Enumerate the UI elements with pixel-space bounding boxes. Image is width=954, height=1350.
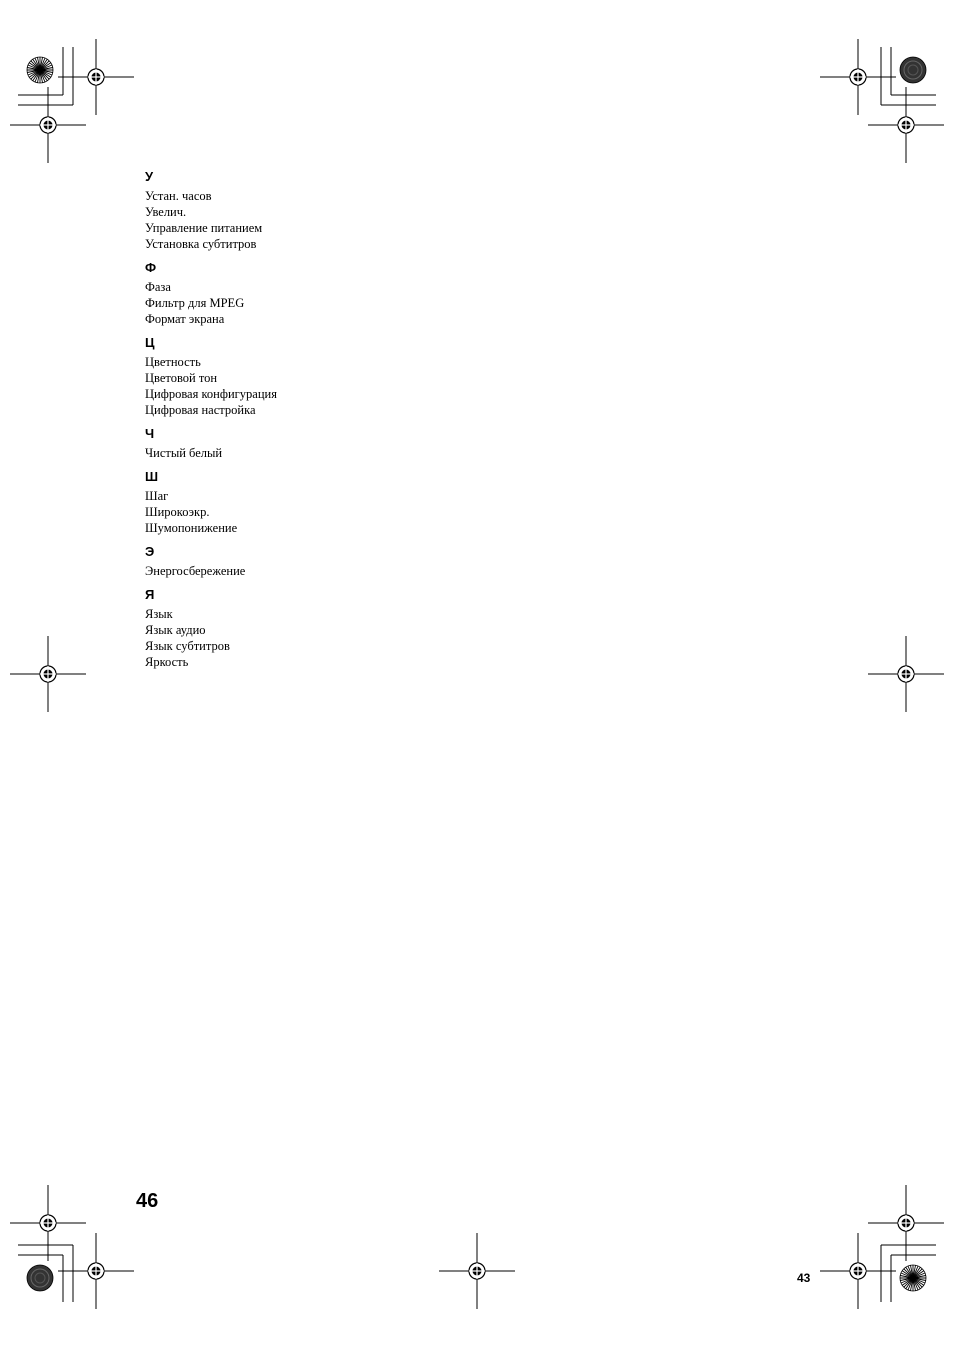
index-entry: Цифровая конфигурация xyxy=(145,387,277,401)
index-letter: Ф xyxy=(145,260,157,275)
page-number: 46 xyxy=(136,1190,159,1212)
index-letter: Я xyxy=(145,587,155,602)
index-entry: Цветность xyxy=(145,355,201,369)
index-entry: Шаг xyxy=(145,489,169,503)
index-entry: Язык субтитров xyxy=(145,639,230,653)
index-entry: Чистый белый xyxy=(145,446,223,460)
index-entry: Установка субтитров xyxy=(145,237,257,251)
index-entry: Яркость xyxy=(145,655,189,669)
index-letter: У xyxy=(145,169,154,184)
index-entry: Увелич. xyxy=(145,205,187,219)
index-letter: Ц xyxy=(145,335,155,350)
index-entry: Устан. часов xyxy=(145,189,212,203)
index-entry: Формат экрана xyxy=(145,312,225,326)
index-entry: Цветовой тон xyxy=(145,371,218,385)
index-entry: Фаза xyxy=(145,280,171,294)
index-entry: Управление питанием xyxy=(145,221,263,235)
index-entry: Язык xyxy=(145,607,173,621)
index-letter: Ш xyxy=(145,469,159,484)
index-entry: Энергосбережение xyxy=(145,564,246,578)
index-letter: Ч xyxy=(145,426,155,441)
print-page-number: 43 xyxy=(797,1271,811,1285)
index-letter: Э xyxy=(145,544,155,559)
index-entry: Широкоэкр. xyxy=(145,505,210,519)
index-entry: Язык аудио xyxy=(145,623,206,637)
index-entry: Шумопонижение xyxy=(145,521,238,535)
index-entry: Фильтр для MPEG xyxy=(145,296,245,310)
index-entry: Цифровая настройка xyxy=(145,403,256,417)
